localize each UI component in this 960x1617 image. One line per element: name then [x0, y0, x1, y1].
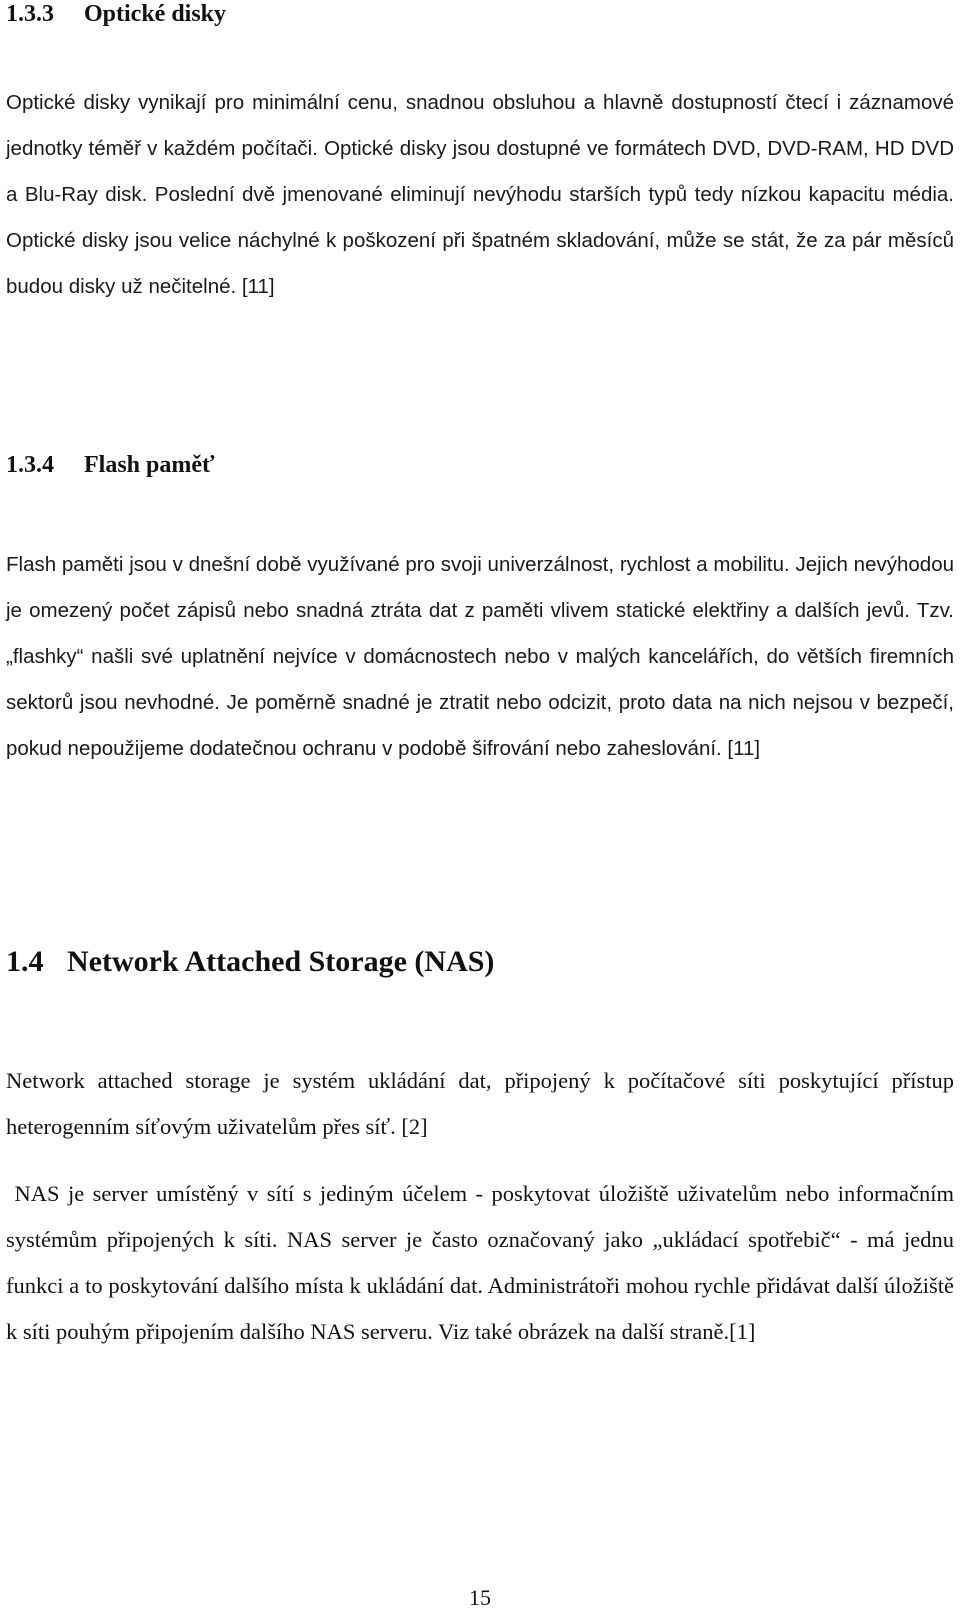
heading-number: 1.3.4 — [6, 452, 54, 478]
heading-flash-memory — [6, 451, 215, 479]
paragraph-nas-definition: Network attached storage je systém ukládání dat, připojený k počítačové síti poskytující přístup heterogenním síťovým uživatelům přes síť. [2] — [6, 1068, 954, 1139]
paragraph-nas-server: NAS je server umístěný v sítí s jediným účelem - poskytovat úložiště uživatelům nebo informačním systémům připojených k síti. NAS server je často označovaný jako „ukládací spotřebič“ - má jednu funkci a to poskytování dalšího místa k ukládání dat. Administrátoři mohou rychle přidávat další úložiště k síti pouhým připojením dalšího NAS serveru. Viz také obrázek na další straně.[1] — [6, 1181, 960, 1344]
heading-title: Network Attached Storage (NAS) — [67, 945, 495, 978]
heading-nas — [6, 945, 494, 979]
heading-number: 1.4 — [6, 945, 44, 978]
page-number: 15 — [469, 1585, 491, 1610]
heading-optical-disks — [6, 0, 226, 28]
heading-title: Flash paměť — [84, 452, 215, 478]
paragraph-optical-disks: Optické disky vynikají pro minimální cenu, snadnou obsluhou a hlavně dostupností čtecí i záznamové jednotky téměř v každém počítači. Optické disky jsou dostupné ve formátech DVD, DVD-RAM, HD DVD a Blu-Ray disk. Poslední dvě jmenované eliminují nevýhodu starších typů tedy nízkou kapacitu média. Optické disky jsou velice náchylné k poškození při špatném skladování, může se stát, že za pár měsíců budou disky už nečitelné. [11] — [6, 91, 954, 298]
paragraph-flash-memory: Flash paměti jsou v dnešní době využívané pro svoji univerzálnost, rychlost a mobilitu. Jejich nevýhodou je omezený počet zápisů nebo snadná ztráta dat z paměti vlivem statické elektřiny a dalších jevů. Tzv. „flashky“ našli své uplatnění nejvíce v domácnostech nebo v malých kancelářích, do větších firemních sektorů jsou nevhodné. Je poměrně snadné je ztratit nebo odcizit, proto data na nich nejsou v bezpečí, pokud nepoužijeme dodatečnou ochranu v podobě šifrování nebo zaheslování. [11] — [6, 553, 954, 760]
heading-number: 1.3.3 — [6, 1, 54, 27]
heading-title: Optické disky — [84, 1, 227, 27]
